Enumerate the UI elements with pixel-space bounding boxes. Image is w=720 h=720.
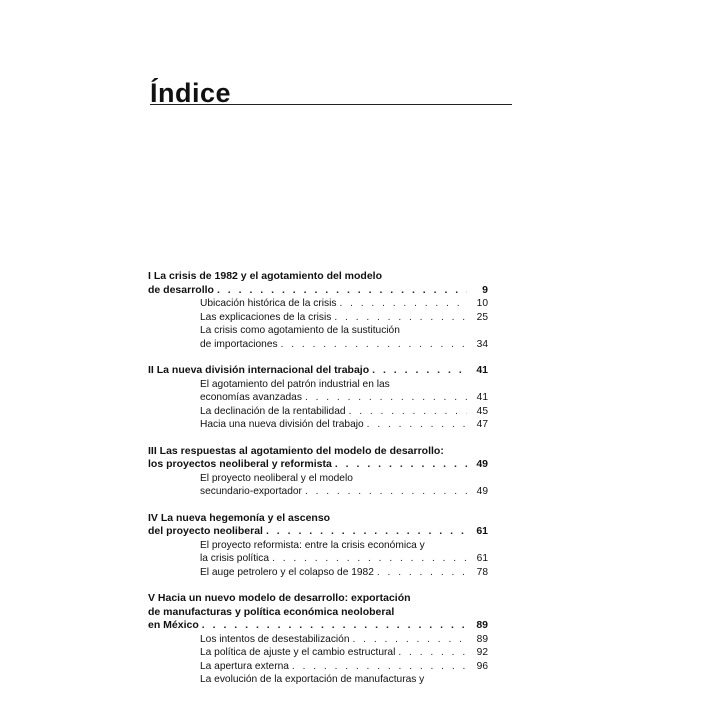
toc-entry-text: de desarrollo (148, 283, 214, 296)
toc-chapter-line (148, 592, 488, 606)
toc-entry-line (148, 297, 488, 311)
toc-page-number: 89 (476, 619, 488, 631)
dot-leader (349, 405, 467, 419)
toc-entry-text: Los intentos de desestabilización (200, 633, 350, 645)
title-rule (150, 104, 512, 105)
dot-leader (372, 364, 467, 378)
dot-leader (335, 458, 467, 472)
toc-entry-line (148, 660, 488, 674)
table-of-contents (148, 270, 488, 700)
toc-section (148, 270, 488, 351)
toc-entry-text: El proyecto neoliberal y el modelo (200, 472, 353, 484)
toc-entry-text: Ubicación histórica de la crisis (200, 298, 337, 309)
toc-entry-text: La política de ajuste y el cambio estructural (200, 647, 396, 658)
toc-entry-text: La evolución de la exportación de manufacturas y (200, 674, 425, 685)
toc-entry-line (148, 378, 488, 392)
toc-page-number: 96 (476, 660, 488, 672)
toc-section (148, 364, 488, 432)
toc-entry-line (148, 338, 488, 352)
toc-entry-line (148, 552, 488, 566)
toc-entry-text: II La nueva división internacional del trabajo (148, 364, 370, 376)
toc-chapter-line (148, 606, 488, 620)
toc-entry-line (148, 324, 488, 338)
dot-leader (266, 525, 467, 539)
toc-chapter-line (148, 619, 488, 633)
toc-chapter-line (148, 445, 488, 459)
toc-page-number: 89 (476, 633, 488, 645)
dot-leader (281, 338, 467, 352)
toc-entry-line (148, 311, 488, 325)
toc-chapter-line (148, 270, 488, 284)
toc-entry-text: economías avanzadas (200, 392, 302, 403)
toc-page-number: 34 (476, 338, 488, 350)
toc-page-number: 10 (476, 298, 488, 309)
toc-entry-text: I La crisis de 1982 y el agotamiento del modelo (148, 270, 382, 282)
toc-chapter-line (148, 284, 488, 298)
toc-entry-text: Las explicaciones de la crisis (200, 311, 332, 323)
dot-leader (305, 485, 467, 499)
toc-page-number: 49 (476, 486, 488, 497)
toc-section (148, 512, 488, 580)
toc-page-number: 92 (476, 647, 488, 658)
dot-leader (339, 297, 467, 311)
toc-chapter-line (148, 364, 488, 378)
toc-entry-line (148, 405, 488, 419)
toc-entry-line (148, 539, 488, 553)
toc-section (148, 592, 488, 687)
toc-entry-line (148, 418, 488, 432)
toc-entry-line (148, 391, 488, 405)
toc-entry-line (148, 646, 488, 660)
toc-entry-text: La apertura externa (200, 660, 289, 672)
toc-entry-line (148, 472, 488, 486)
dot-leader (398, 646, 467, 660)
toc-entry-line (148, 566, 488, 580)
toc-entry-text: de manufacturas y política económica neoloberal (148, 605, 395, 618)
dot-leader (272, 552, 467, 566)
toc-page-number: 45 (476, 405, 488, 417)
toc-entry-text: la crisis política (200, 553, 270, 564)
toc-page-number: 41 (476, 364, 488, 376)
dot-leader (292, 660, 467, 674)
toc-entry-text: El agotamiento del patrón industrial en las (200, 378, 390, 390)
toc-entry-line (148, 485, 488, 499)
toc-entry-line (148, 673, 488, 687)
toc-chapter-line (148, 512, 488, 526)
dot-leader (202, 619, 467, 633)
toc-page-number: 41 (476, 392, 488, 403)
toc-entry-text: Hacia una nueva división del trabajo (200, 419, 364, 430)
dot-leader (377, 566, 467, 580)
dot-leader (305, 391, 467, 405)
toc-page-number: 61 (476, 553, 488, 564)
dot-leader (334, 311, 467, 325)
toc-entry-text: La declinación de la rentabilidad (200, 405, 346, 417)
toc-chapter-line (148, 525, 488, 539)
toc-entry-text: IV La nueva hegemonía y el ascenso (148, 511, 331, 524)
toc-entry-text: V Hacia un nuevo modelo de desarrollo: exportación (148, 592, 411, 604)
dot-leader (353, 633, 467, 647)
toc-chapter-line (148, 458, 488, 472)
page-title: Índice (150, 78, 232, 108)
toc-section (148, 445, 488, 499)
toc-entry-text: El auge petrolero y el colapso de 1982 (200, 566, 374, 578)
toc-entry-text: en México (148, 619, 199, 631)
toc-page-number: 61 (476, 525, 488, 537)
dot-leader (367, 418, 467, 432)
toc-entry-text: del proyecto neoliberal (148, 525, 263, 537)
toc-page-number: 47 (476, 419, 488, 430)
toc-entry-text: de importaciones (200, 338, 278, 350)
toc-entry-text: III Las respuestas al agotamiento del modelo de desarrollo: (148, 444, 444, 457)
dot-leader (217, 284, 467, 298)
toc-page-number: 49 (476, 458, 488, 470)
toc-page-number: 25 (476, 311, 488, 323)
toc-entry-text: los proyectos neoliberal y reformista (148, 458, 332, 470)
toc-page-number: 78 (476, 566, 488, 578)
toc-entry-text: La crisis como agotamiento de la sustitución (200, 325, 400, 336)
toc-entry-text: secundario-exportador (200, 486, 302, 497)
toc-page-number: 9 (482, 283, 488, 296)
toc-entry-text: El proyecto reformista: entre la crisis económica y (200, 539, 425, 551)
toc-entry-line (148, 633, 488, 647)
